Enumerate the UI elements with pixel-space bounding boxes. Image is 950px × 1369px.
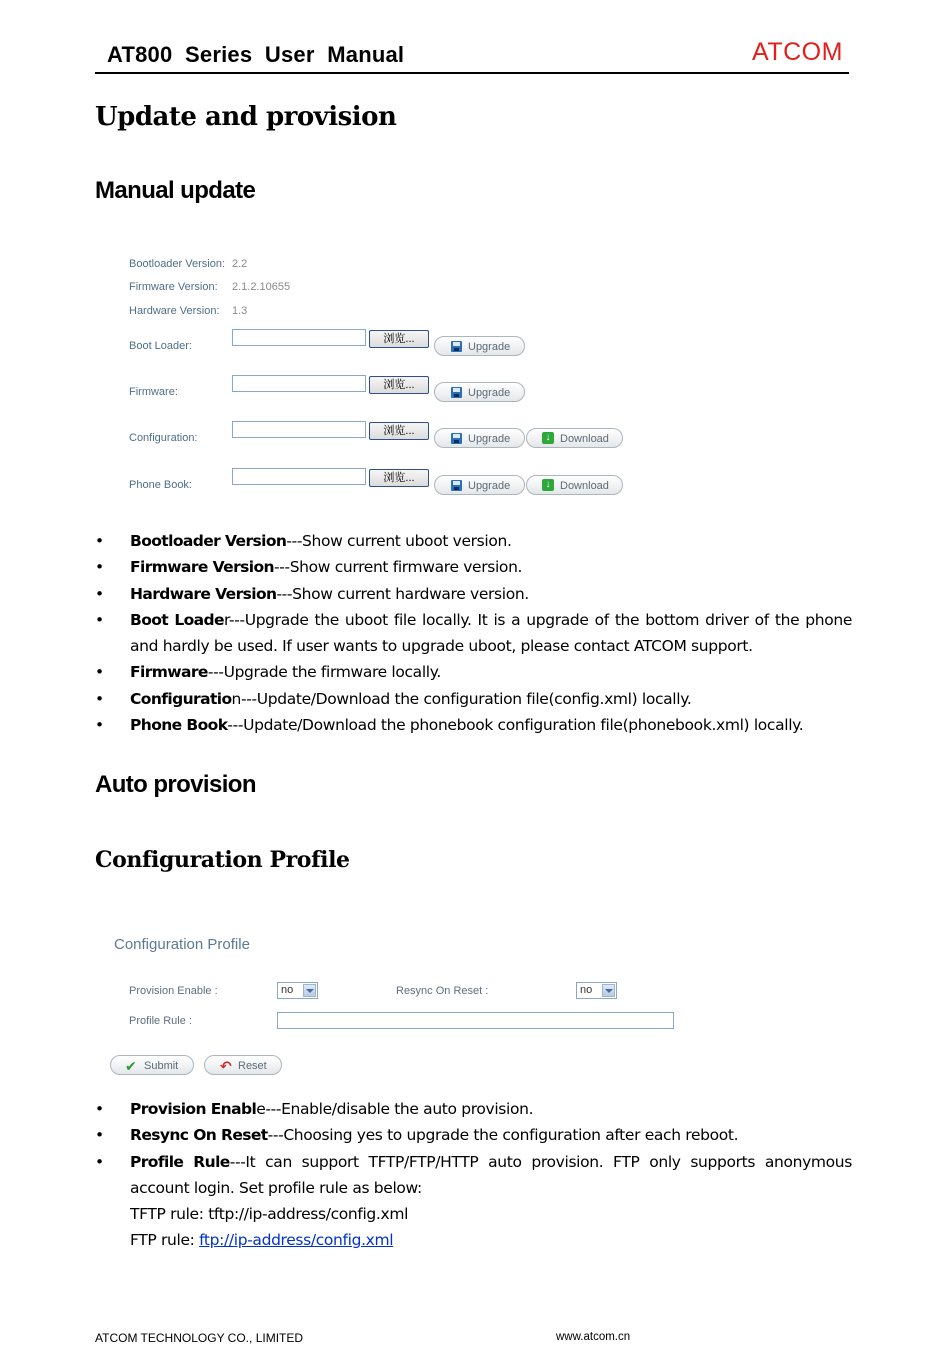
manual-update-bullet-list <box>95 528 852 738</box>
profile-rule-input[interactable] <box>277 1012 674 1029</box>
boot-loader-upgrade-button[interactable] <box>434 336 525 356</box>
bootloader-version-value: 2.2 <box>232 258 248 270</box>
resync-on-reset-select[interactable] <box>576 982 617 999</box>
phone-book-upgrade-button[interactable] <box>434 475 525 495</box>
footer-website: www.atcom.cn <box>556 1331 631 1343</box>
atcom-logo: ATCOM <box>752 38 843 66</box>
phone-book-browse-button[interactable]: 浏览... <box>369 469 429 487</box>
reset-label: Reset <box>238 1060 267 1072</box>
phone-book-download-button[interactable] <box>526 475 623 495</box>
upgrade-label: Upgrade <box>468 480 511 492</box>
list-item: • Bootloader Version---Show current uboot version. <box>95 532 512 550</box>
download-label: Download <box>560 480 609 492</box>
download-arrow-icon: ↓ <box>542 479 554 491</box>
provision-enable-value: no <box>281 984 294 996</box>
firmware-label: Firmware: <box>129 386 178 398</box>
list-item: • Resync On Reset---Choosing yes to upgrade the configuration after each reboot. <box>95 1126 739 1145</box>
resync-on-reset-value: no <box>580 984 593 996</box>
list-item: • Hardware Version---Show current hardware version. <box>95 584 529 603</box>
profile-panel-title: Configuration Profile <box>114 936 250 953</box>
upgrade-label: Upgrade <box>468 387 511 399</box>
hardware-version-label: Hardware Version: <box>129 305 220 317</box>
bootloader-version-label: Bootloader Version: <box>129 258 226 270</box>
upgrade-label: Upgrade <box>468 433 511 445</box>
phone-book-label: Phone Book: <box>129 479 192 491</box>
manual-title: AT800 Series User Manual <box>107 42 405 67</box>
list-item: • Firmware---Upgrade the firmware locally. <box>95 663 441 682</box>
section-heading-manual-update: Manual update <box>95 177 256 204</box>
tftp-rule-line: TFTP rule: tftp://ip-address/config.xml <box>130 1205 409 1224</box>
submit-label: Submit <box>144 1060 179 1072</box>
boot-loader-file-input[interactable] <box>232 329 366 346</box>
configuration-browse-button[interactable]: 浏览... <box>369 422 429 440</box>
configuration-upgrade-button[interactable] <box>434 428 525 448</box>
reset-button[interactable] <box>204 1055 282 1075</box>
provision-enable-select[interactable] <box>277 982 318 999</box>
list-item: • Phone Book---Update/Download the phonebook configuration file(phonebook.xml) locally. <box>95 716 804 735</box>
auto-provision-bullet-list <box>95 1096 852 1254</box>
firmware-file-input[interactable] <box>232 375 366 392</box>
configuration-file-input[interactable] <box>232 421 366 438</box>
phone-book-file-input[interactable] <box>232 468 366 485</box>
profile-rule-label: Profile Rule : <box>129 1015 192 1027</box>
undo-arrow-icon: ↶ <box>220 1058 232 1074</box>
save-disk-icon <box>451 387 462 398</box>
firmware-browse-button[interactable]: 浏览... <box>369 376 429 394</box>
hardware-version-value: 1.3 <box>232 305 248 317</box>
ftp-rule-line: FTP rule: ftp://ip-address/config.xml <box>130 1231 394 1250</box>
section-heading-configuration-profile: Configuration Profile <box>95 847 350 873</box>
save-disk-icon <box>451 433 462 444</box>
page-heading: Update and provision <box>95 102 397 132</box>
boot-loader-label: Boot Loader: <box>129 340 192 352</box>
download-label: Download <box>560 433 609 445</box>
firmware-version-value: 2.1.2.10655 <box>232 281 291 293</box>
provision-enable-label: Provision Enable : <box>129 985 218 997</box>
upgrade-label: Upgrade <box>468 341 511 353</box>
list-item: • Profile Rule---It can support TFTP/FTP/HTTP auto provision. FTP only supports anonymous account login. Set profile rule as below: <box>95 1152 852 1197</box>
boot-loader-browse-button[interactable]: 浏览... <box>369 330 429 348</box>
footer-company: ATCOM TECHNOLOGY CO., LIMITED <box>95 1331 304 1345</box>
chevron-down-icon <box>303 984 316 997</box>
submit-button[interactable] <box>110 1055 194 1075</box>
save-disk-icon <box>451 341 462 352</box>
download-arrow-icon: ↓ <box>542 432 554 444</box>
chevron-down-icon <box>602 984 615 997</box>
configuration-download-button[interactable] <box>526 428 623 448</box>
header-divider <box>95 72 849 74</box>
save-disk-icon <box>451 480 462 491</box>
list-item: • Configuration---Update/Download the configuration file(config.xml) locally. <box>95 689 692 708</box>
firmware-version-label: Firmware Version: <box>129 281 218 293</box>
list-item: • Provision Enable---Enable/disable the auto provision. <box>95 1100 534 1118</box>
list-item: • Firmware Version---Show current firmware version. <box>95 558 523 577</box>
section-heading-auto-provision: Auto provision <box>95 771 256 798</box>
resync-on-reset-label: Resync On Reset : <box>396 985 489 997</box>
configuration-label: Configuration: <box>129 432 198 444</box>
list-item: • Boot Loader---Upgrade the uboot file locally. It is a upgrade of the bottom driver of the phone and hardly be used. If user wants to upgrade uboot, please contact ATCOM support. <box>95 610 853 656</box>
firmware-upgrade-button[interactable] <box>434 382 525 402</box>
ftp-rule-link[interactable]: ftp://ip-address/config.xml <box>199 1231 394 1250</box>
checkmark-icon: ✔ <box>125 1058 137 1074</box>
